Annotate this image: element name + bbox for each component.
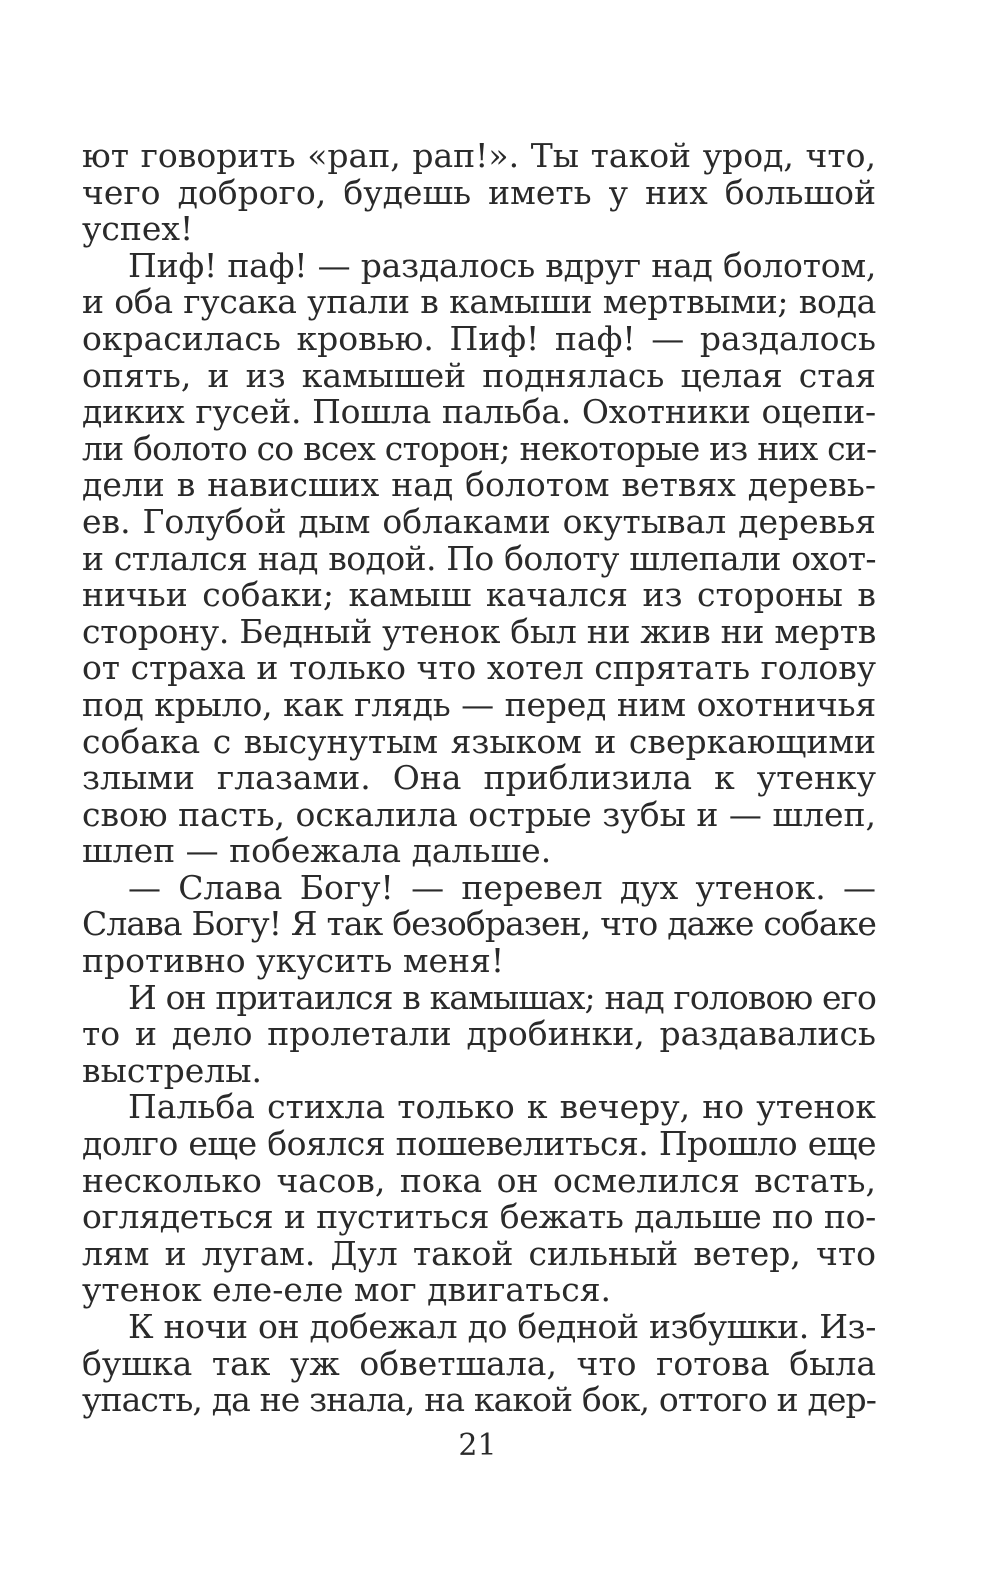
- text-line: опять, и из камышей поднялась целая стая: [82, 355, 876, 395]
- text-line: оглядеться и пуститься бежать дальше по по-: [82, 1197, 876, 1237]
- text-line: окрасилась кровью. Пиф! паф! — раздалось: [82, 318, 876, 358]
- text-line: ют говорить «рап, рап!». Ты такой урод, что,: [82, 136, 876, 175]
- text-line: И он притаился в камышах; над головою его: [128, 977, 876, 1017]
- text-line: успех!: [82, 209, 194, 249]
- text-line: противно укусить меня!: [82, 941, 505, 981]
- text-line: выстрелы.: [82, 1050, 262, 1090]
- text-line: собака с высунутым языком и сверкающими: [82, 721, 876, 761]
- text-line: то и дело пролетали дробинки, раздавались: [82, 1014, 876, 1054]
- text-line: бушка так уж обветшала, что готова была: [82, 1343, 876, 1383]
- text-line: Пальба стихла только к вечеру, но утенок: [128, 1087, 876, 1127]
- text-line: упасть, да не знала, на какой бок, оттого и дер-: [82, 1380, 876, 1420]
- text-line: долго еще боялся пошевелиться. Прошло еще: [82, 1124, 876, 1164]
- text-line: лям и лугам. Дул такой сильный ветер, что: [82, 1233, 876, 1273]
- text-line: и стлался над водой. По болоту шлепали охот-: [82, 538, 876, 578]
- body-text: [82, 138, 876, 1419]
- text-line: Пиф! паф! — раздалось вдруг над болотом,: [128, 245, 877, 285]
- text-line: дели в нависших над болотом ветвях деревь-: [82, 465, 876, 505]
- text-line: Слава Богу! Я так безобразен, что даже собаке: [82, 904, 876, 944]
- text-line: несколько часов, пока он осмелился встать,: [82, 1160, 876, 1200]
- text-line: и оба гусака упали в камыши мертвыми; вода: [82, 282, 876, 322]
- text-line: под крыло, как глядь — перед ним охотничья: [82, 684, 876, 724]
- text-line: — Слава Богу! — перевел дух утенок. —: [128, 867, 876, 907]
- text-line: ничьи собаки; камыш качался из стороны в: [82, 575, 876, 615]
- text-line: злыми глазами. Она приблизила к утенку: [82, 758, 876, 798]
- text-line: утенок еле-еле мог двигаться.: [82, 1270, 612, 1310]
- text-line: ли болото со всех сторон; некоторые из них си-: [82, 428, 877, 468]
- page-number: 21: [458, 1428, 497, 1463]
- text-line: диких гусей. Пошла пальба. Охотники оцепи-: [82, 392, 876, 432]
- text-line: ев. Голубой дым облаками окутывал деревья: [82, 501, 876, 541]
- text-line: от страха и только что хотел спрятать голову: [82, 648, 876, 688]
- text-line: свою пасть, оскалила острые зубы и — шлеп,: [82, 794, 876, 834]
- text-line: чего доброго, будешь иметь у них большой: [82, 172, 876, 212]
- text-line: К ночи он добежал до бедной избушки. Из-: [128, 1307, 876, 1346]
- text-line: шлеп — побежала дальше.: [82, 831, 552, 871]
- text-line: сторону. Бедный утенок был ни жив ни мертв: [82, 611, 876, 651]
